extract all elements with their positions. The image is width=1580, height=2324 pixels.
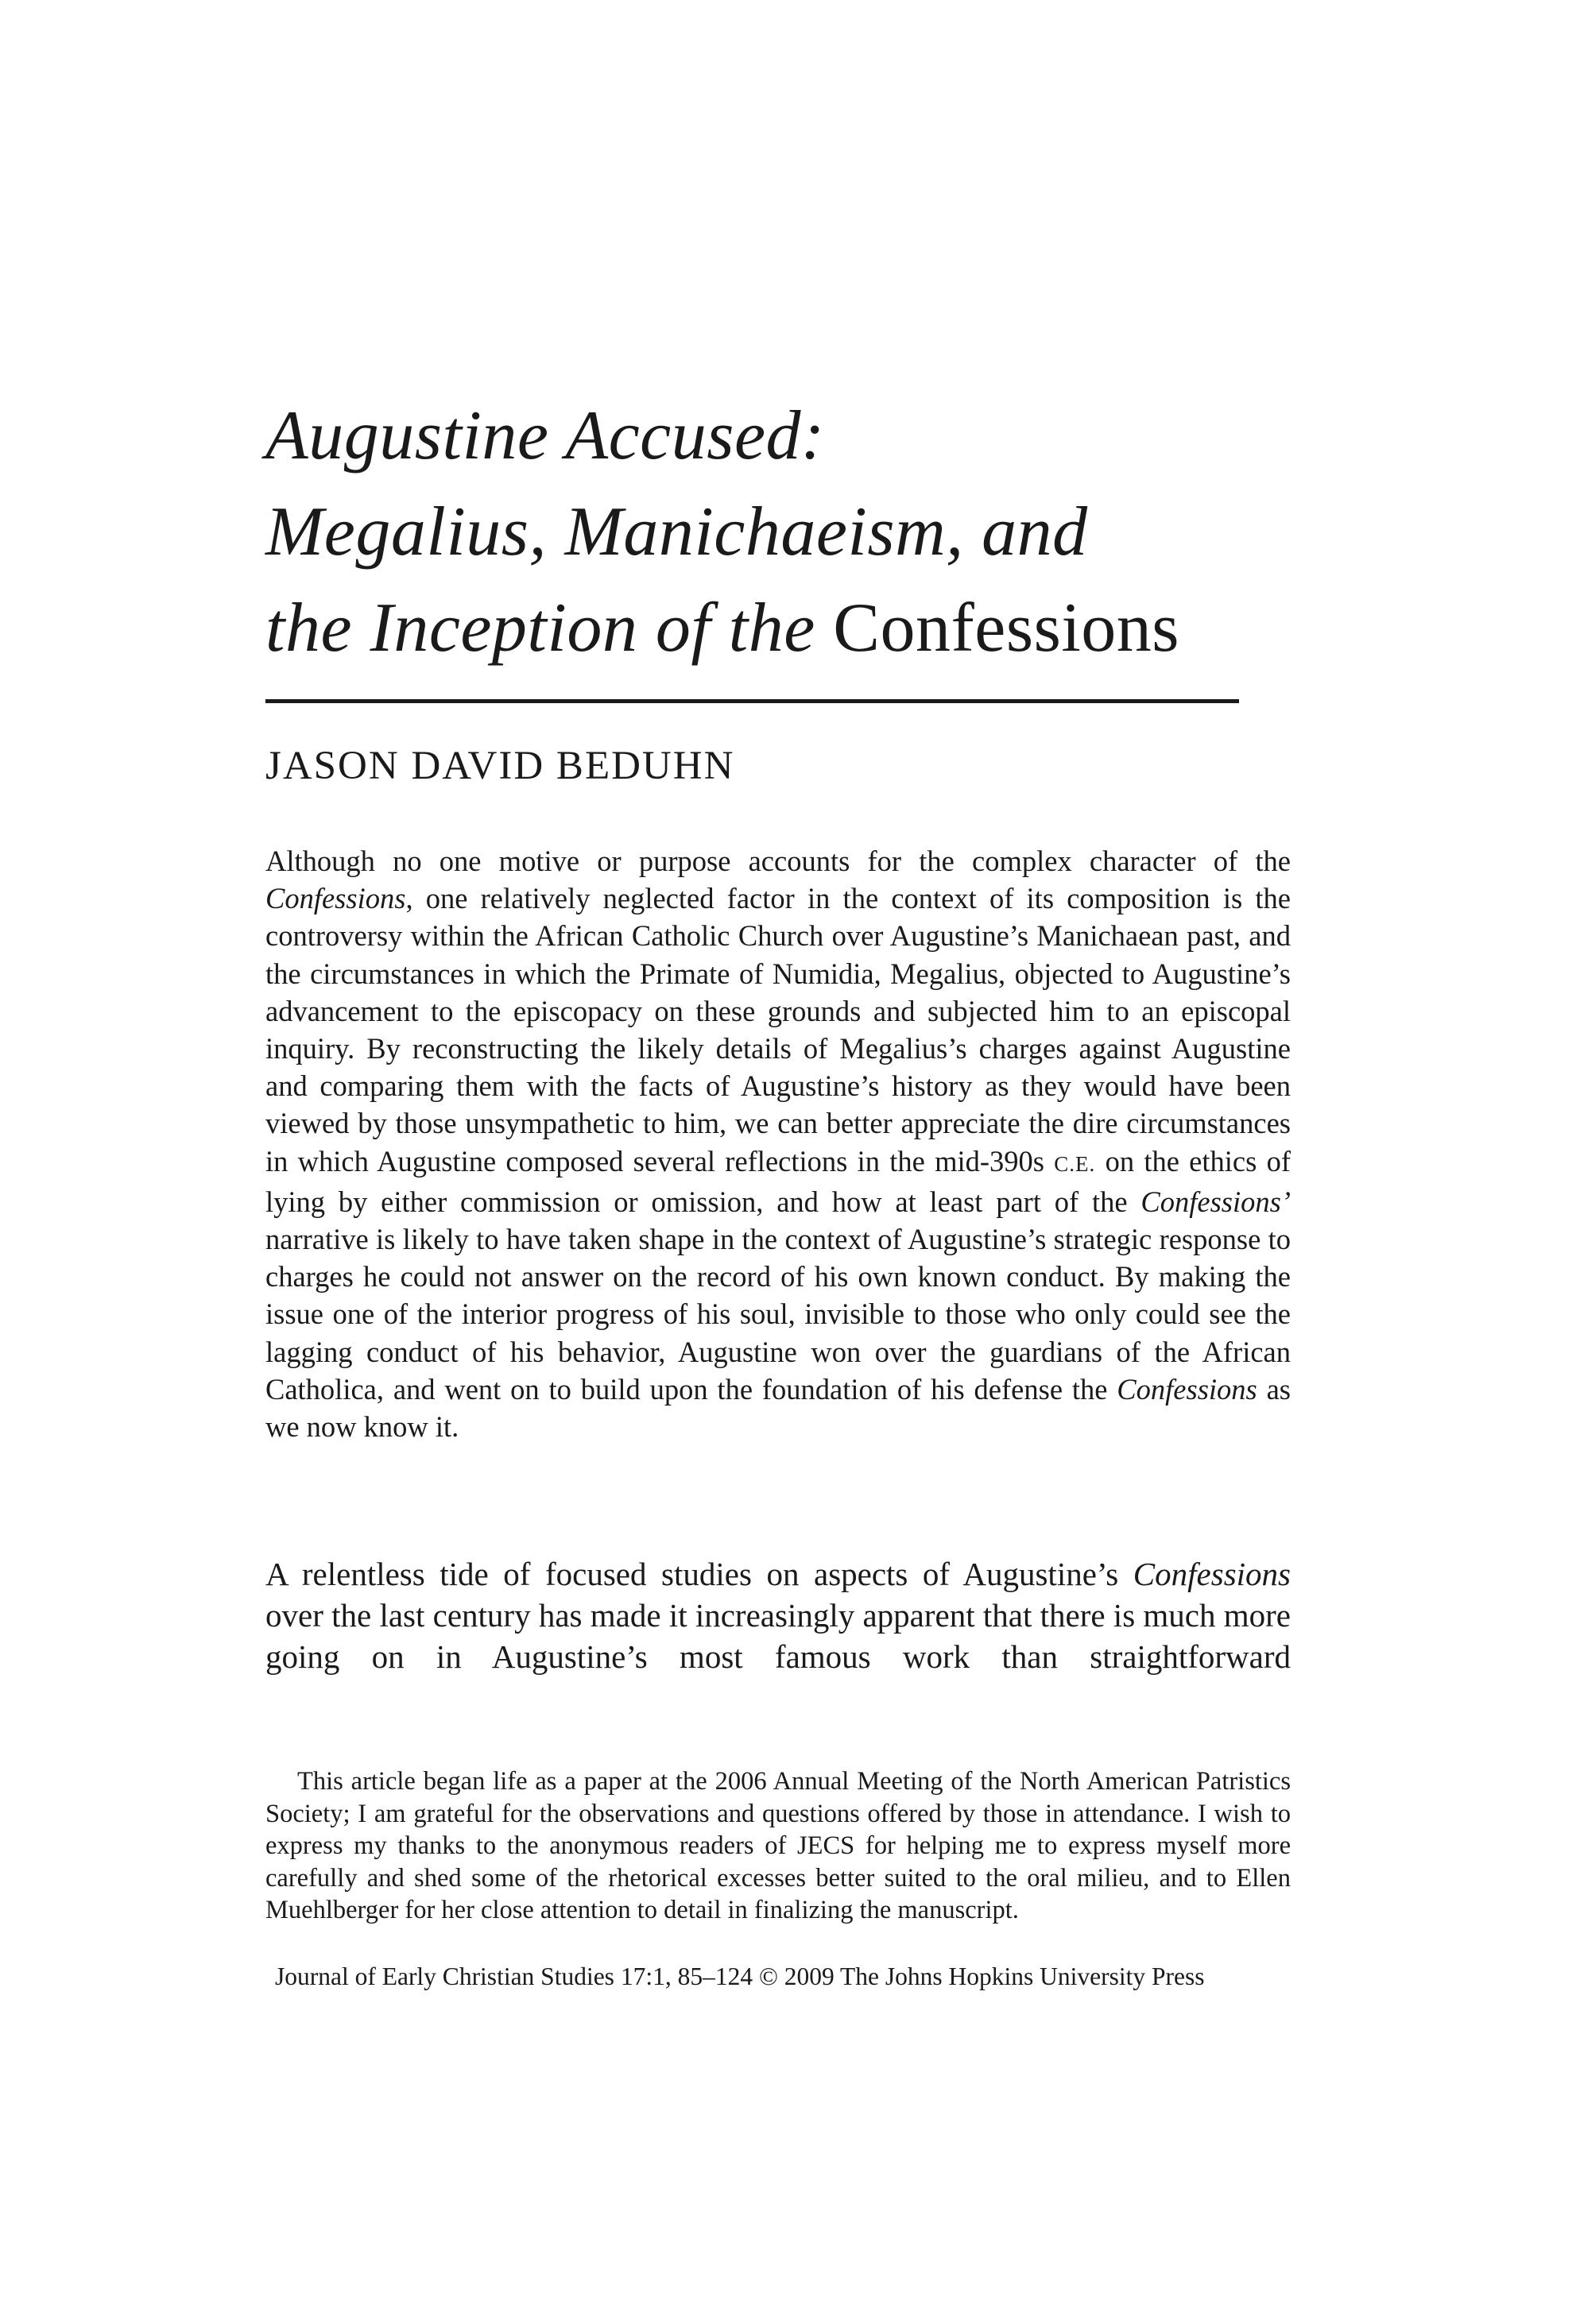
title-rule-divider xyxy=(265,699,1239,703)
acknowledgement-footnote: This article began life as a paper at the 2006 Annual Meeting of the North American Patristics Society; I am grateful for the observations and questions offered by those in attendance. I wish to express my thanks to the anonymous readers of JECS for helping me to express myself more carefully and shed some of the rhetorical excesses better suited to the oral milieu, and to Ellen Muehlberger for her close attention to detail in finalizing the manuscript. xyxy=(265,1767,1291,1924)
abstract-text-1: Although no one motive or purpose accounts for the complex character of the xyxy=(265,845,1291,877)
body-text-1: A relentless tide of focused studies on aspects of Augustine’s xyxy=(265,1556,1133,1592)
abstract xyxy=(265,842,1291,1445)
body-text-2: over the last century has made it increasingly apparent that there is much more going on in Augustine’s most famous work than straightforward xyxy=(265,1597,1291,1675)
article-title xyxy=(265,388,1315,676)
abstract-text-3: on the ethics of lying by either commission or omission, and how at least part of the xyxy=(265,1144,1291,1218)
journal-citation: Journal of Early Christian Studies 17:1, 85–124 © 2009 The Johns Hopkins University Press xyxy=(275,1962,1205,1990)
abstract-text-4: narrative is likely to have taken shape in the context of Augustine’s strategic response to charges he could not answer on the record of his own known conduct. By making the issue one of the interior progress of his soul, invisible to those who only could see the lagging conduct of his behavior, Augustine won over the guardians of the African Catholica, and went on to build upon the foundation of his defense the xyxy=(265,1223,1291,1406)
body-paragraph xyxy=(265,1553,1291,1677)
abstract-era-smallcaps: C.E. xyxy=(1054,1151,1096,1176)
abstract-text-2: , one relatively neglected factor in the context of its composition is the controversy within the African Catholic Church over Augustine’s Manichaean past, and the circumstances in which the Primate of Numidia, Megalius, objected to Augustine’s advancement to the episcopacy on these grounds and subjected him to an episcopal inquiry. By reconstructing the likely details of Megalius’s charges against Augustine and comparing them with the facts of Augustine’s history as they would have been viewed by those unsympathetic to him, we can better appreciate the dire circumstances in which Augustine composed several reflections in the mid-390s xyxy=(265,882,1291,1177)
body-em-1: Confessions xyxy=(1133,1556,1291,1592)
title-line-3-roman: Confessions xyxy=(833,590,1180,667)
title-line-1: Augustine Accused: xyxy=(265,397,825,474)
title-line-2: Megalius, Manichaeism, and xyxy=(265,493,1088,570)
title-line-3-italic: the Inception of the xyxy=(265,590,834,667)
title-line-3 xyxy=(265,580,1315,676)
author-name: JASON DAVID BEDUHN xyxy=(265,744,735,788)
abstract-text-5: as we now know it. xyxy=(265,1372,1291,1444)
abstract-em-2: Confessions’ xyxy=(1140,1185,1291,1218)
abstract-em-3: Confessions xyxy=(1117,1372,1257,1406)
abstract-em-1: Confessions xyxy=(265,882,406,915)
